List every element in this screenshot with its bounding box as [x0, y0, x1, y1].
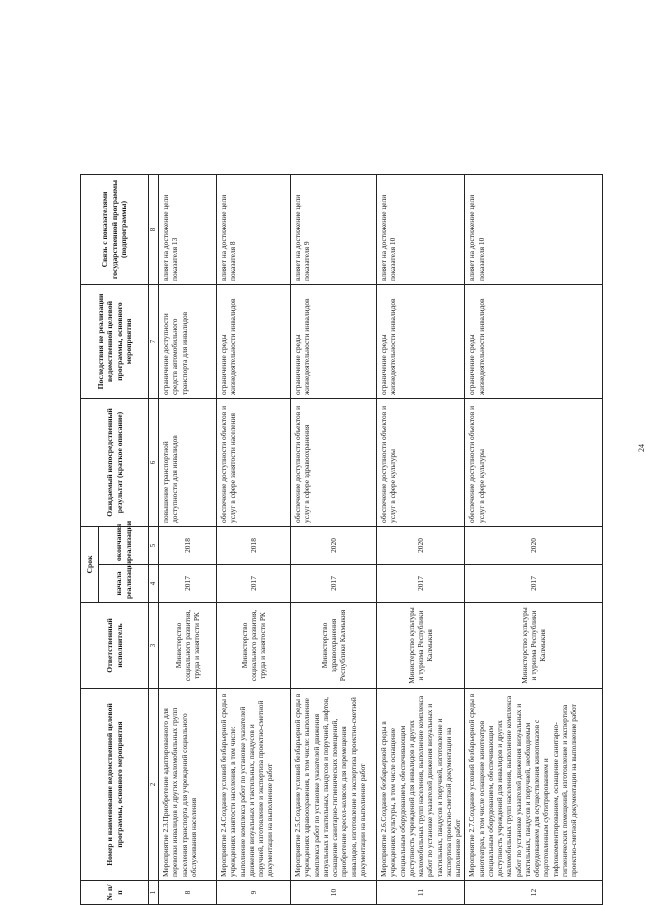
row-start: 2017 [159, 565, 217, 603]
row-start: 2017 [217, 565, 291, 603]
row-result: обеспечение доступности объектов и услуг в сфере здравоохранения [291, 398, 377, 526]
row-end: 2018 [159, 526, 217, 564]
row-num: 8 [159, 881, 217, 905]
table-row [465, 174, 603, 904]
row-result: обеспечение доступности объектов и услуг в сфере занятости населения [217, 398, 291, 526]
row-executor: Министерство социального развития, труда и занятости РК [159, 603, 217, 689]
row-name: Мероприятие 2.7.Создание условий безбарьерной среды в кинотеатрах, в том числе оснащение кинотеатров специальным оборудованием, обеспечивающим доступность учреждений для инвалидов и других маломобильных групп населения, выполнение комплекса работ по установке указателей движения визуальных и тактильных, пандусов и поручней, необходимым оборудованием для осуществления кинопоказов с подготовленным субтитрированием и тифлокомментированием, оснащение санитарно-гигиенических помещений, изготовление и экспертиза проектно-сметной документации на выполнение работ [465, 689, 603, 881]
row-link: влияет на достижение цели показателя 9 [291, 174, 377, 284]
row-link: влияет на достижение цели показателя 10 [465, 174, 603, 284]
header-term: Срок [81, 526, 99, 602]
row-result: обеспечение доступности объектов и услуг в сфере культуры [465, 398, 603, 526]
row-link: влияет на достижение цели показателя 10 [377, 174, 465, 284]
row-end: 2020 [291, 526, 377, 564]
table-row [377, 174, 465, 904]
page-number: 24 [637, 444, 646, 452]
row-name: Мероприятие 2.3.Приобретение адаптированного для перевозки инвалидов и других маломобильных групп населения транспорта для учреждений социального обслуживания населения [159, 689, 217, 881]
col-number: 2 [149, 689, 159, 881]
row-consequence: ограничение среды жизнедеятельности инвалидов [291, 284, 377, 398]
col-number: 7 [149, 284, 159, 398]
column-number-row [149, 174, 159, 904]
row-consequence: ограничение доступности средств автомобильного транспорта для инвалидов [159, 284, 217, 398]
table-row [159, 174, 217, 904]
row-end: 2020 [377, 526, 465, 564]
row-result: повышение транспортной доступности для инвалидов [159, 398, 217, 526]
col-number: 3 [149, 603, 159, 689]
col-number: 8 [149, 174, 159, 284]
row-consequence: ограничение среды жизнедеятельности инвалидов [217, 284, 291, 398]
row-num: 12 [465, 881, 603, 905]
header-link: Связь с показателями государственной программы (подпрограммы) [81, 174, 149, 284]
row-consequence: ограничение среды жизнедеятельности инвалидов [377, 284, 465, 398]
header-end: окончания реализации [99, 526, 149, 564]
row-name: Мероприятие 2.6.Создание безбарьерной среды в учреждениях культуры, в том числе оснащение специальным оборудованием, обеспечивающим доступность учреждений для инвалидов и других маломобильных групп населения, выполнение комплекса работ по установке указателей движения визуальных и тактильных, пандусов и поручней, изготовление и экспертиза проектно-сметной документации на выполнение работ [377, 689, 465, 881]
col-number: 6 [149, 398, 159, 526]
row-link: влияет на достижение цели показателя 8 [217, 174, 291, 284]
col-number: 4 [149, 565, 159, 603]
row-link: влияет на достижение цели показателя 13 [159, 174, 217, 284]
row-start: 2017 [377, 565, 465, 603]
rotated-table-wrapper [80, 175, 600, 905]
row-name: Мероприятие 2.4.Создание условий безбарьерной среды в учреждениях занятости населения, в том числе: выполнение комплекса работ по установке указателей движения визуальных и тактильных, пандусов и поручней, изготовление и экспертиза проектно-сметной документации на выполнение работ [217, 689, 291, 881]
table-row [217, 174, 291, 904]
header-start: начала реализации [99, 565, 149, 603]
row-num: 11 [377, 881, 465, 905]
row-executor: Министерство здравоохранения Республики Калмыкия [291, 603, 377, 689]
row-result: обеспечение доступности объектов и услуг в сфере культуры [377, 398, 465, 526]
col-number: 1 [149, 881, 159, 905]
program-table [80, 174, 603, 905]
header-num: № п/п [81, 881, 149, 905]
row-num: 9 [217, 881, 291, 905]
row-num: 10 [291, 881, 377, 905]
header-consequence: Последствия не реализации ведомственной целевой программы, основного мероприятия [81, 284, 149, 398]
row-name: Мероприятие 2.5.Создание условий безбарьерной среды в учреждениях здравоохранения, в том числе: выполнение комплекса работ по установке указателей движения визуальных и тактильных, пандусов и поручней, лифтов, оснащение санитарно-гигиенических помещений, приобретение кресел-колясок для перемещения инвалидов, изготовление и экспертиза проектно-сметной документации на выполнение работ [291, 689, 377, 881]
col-number: 5 [149, 526, 159, 564]
row-executor: Министерство культуры и туризма Республики Калмыкия [465, 603, 603, 689]
header-result: Ожидаемый непосредственный результат (краткое описание) [81, 398, 149, 526]
row-end: 2018 [217, 526, 291, 564]
table-row [291, 174, 377, 904]
header-name: Номер и наименование ведомственной целевой программы, основного мероприятия [81, 689, 149, 881]
header-executor: Ответственный исполнитель [81, 603, 149, 689]
row-start: 2017 [291, 565, 377, 603]
row-start: 2017 [465, 565, 603, 603]
row-consequence: ограничение среды жизнедеятельности инвалидов [465, 284, 603, 398]
row-executor: Министерство культуры и туризма Республики Калмыкия [377, 603, 465, 689]
row-executor: Министерство социального развития, труда и занятости РК [217, 603, 291, 689]
row-end: 2020 [465, 526, 603, 564]
